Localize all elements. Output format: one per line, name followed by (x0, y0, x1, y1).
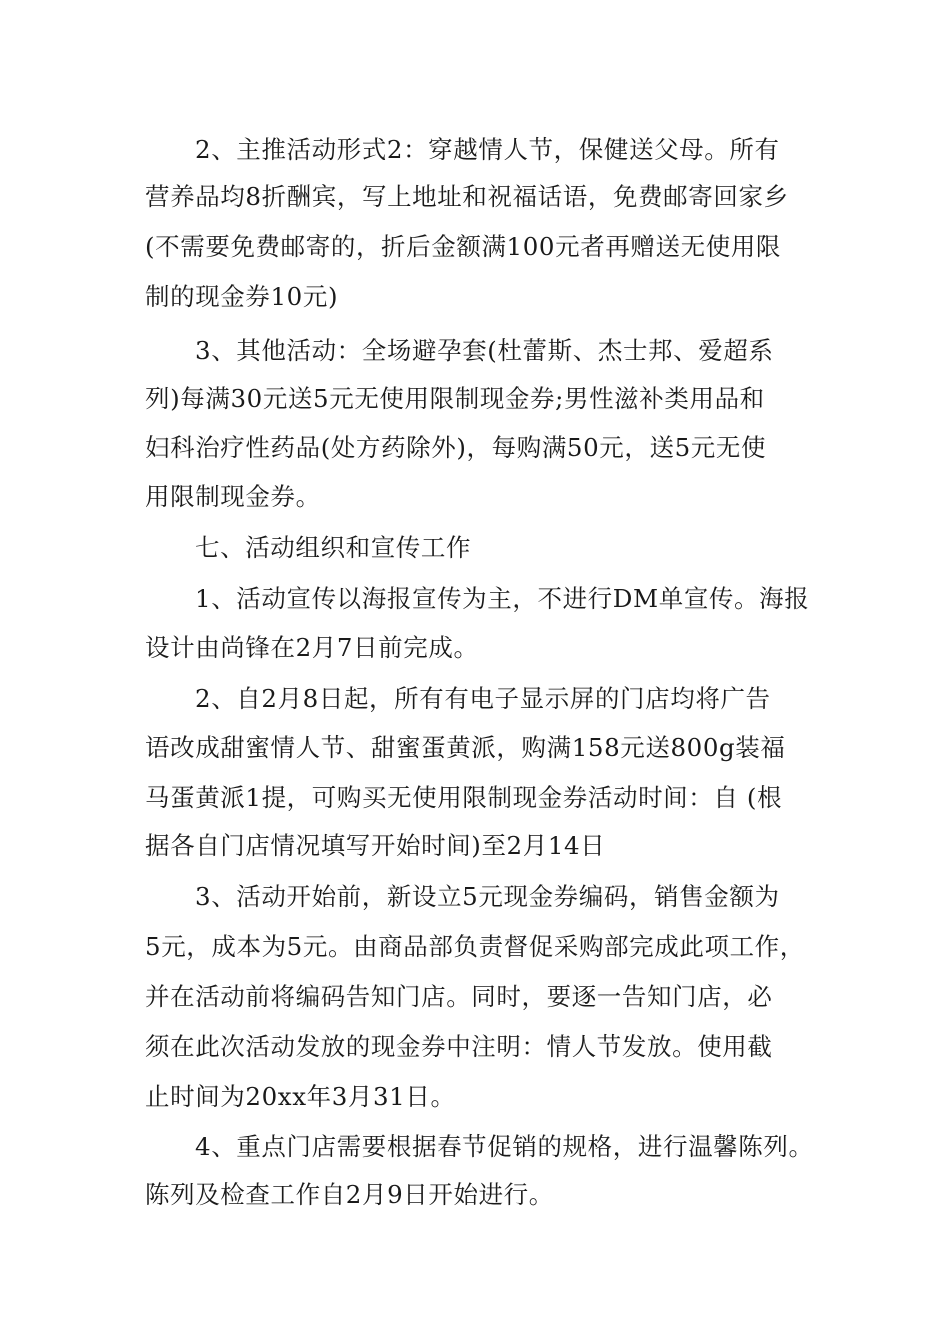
text-line: 3、其他活动：全场避孕套(杜蕾斯、杰士邦、爱超系 (195, 336, 774, 365)
text-line: 营养品均8折酬宾，写上地址和祝福话语，免费邮寄回家乡 (145, 182, 789, 211)
text-line: 陈列及检查工作自2月9日开始进行。 (145, 1180, 554, 1209)
text-line: 据各自门店情况填写开始时间)至2月14日 (145, 831, 606, 860)
text-line: 1、活动宣传以海报宣传为主，不进行DM单宣传。海报 (195, 584, 810, 613)
text-line: (不需要免费邮寄的，折后金额满100元者再赠送无使用限 (145, 232, 782, 261)
text-line: 妇科治疗性药品(处方药除外)，每购满50元，送5元无使 (145, 433, 767, 462)
text-line: 3、活动开始前，新设立5元现金券编码，销售金额为 (195, 882, 780, 911)
text-line: 2、自2月8日起，所有有电子显示屏的门店均将广告 (195, 684, 771, 713)
section-heading: 七、活动组织和宣传工作 (195, 533, 472, 562)
text-line: 5元，成本为5元。由商品部负责督促采购部完成此项工作， (145, 932, 805, 961)
text-line: 马蛋黄派1提，可购买无使用限制现金券活动时间：自 (根 (145, 783, 783, 812)
text-line: 须在此次活动发放的现金券中注明：情人节发放。使用截 (145, 1032, 773, 1061)
text-line: 止时间为20xx年3月31日。 (145, 1082, 456, 1111)
text-line: 用限制现金券。 (145, 482, 321, 511)
text-line: 4、重点门店需要根据春节促销的规格，进行温馨陈列。 (195, 1132, 814, 1161)
text-line: 设计由尚锋在2月7日前完成。 (145, 633, 479, 662)
text-line: 并在活动前将编码告知门店。同时，要逐一告知门店，必 (145, 982, 773, 1011)
text-line: 2、主推活动形式2：穿越情人节，保健送父母。所有 (195, 135, 780, 164)
text-line: 语改成甜蜜情人节、甜蜜蛋黄派，购满158元送800g装福 (145, 733, 786, 762)
text-line: 制的现金券10元) (145, 282, 339, 311)
text-line: 列)每满30元送5元无使用限制现金券;男性滋补类用品和 (145, 384, 765, 413)
